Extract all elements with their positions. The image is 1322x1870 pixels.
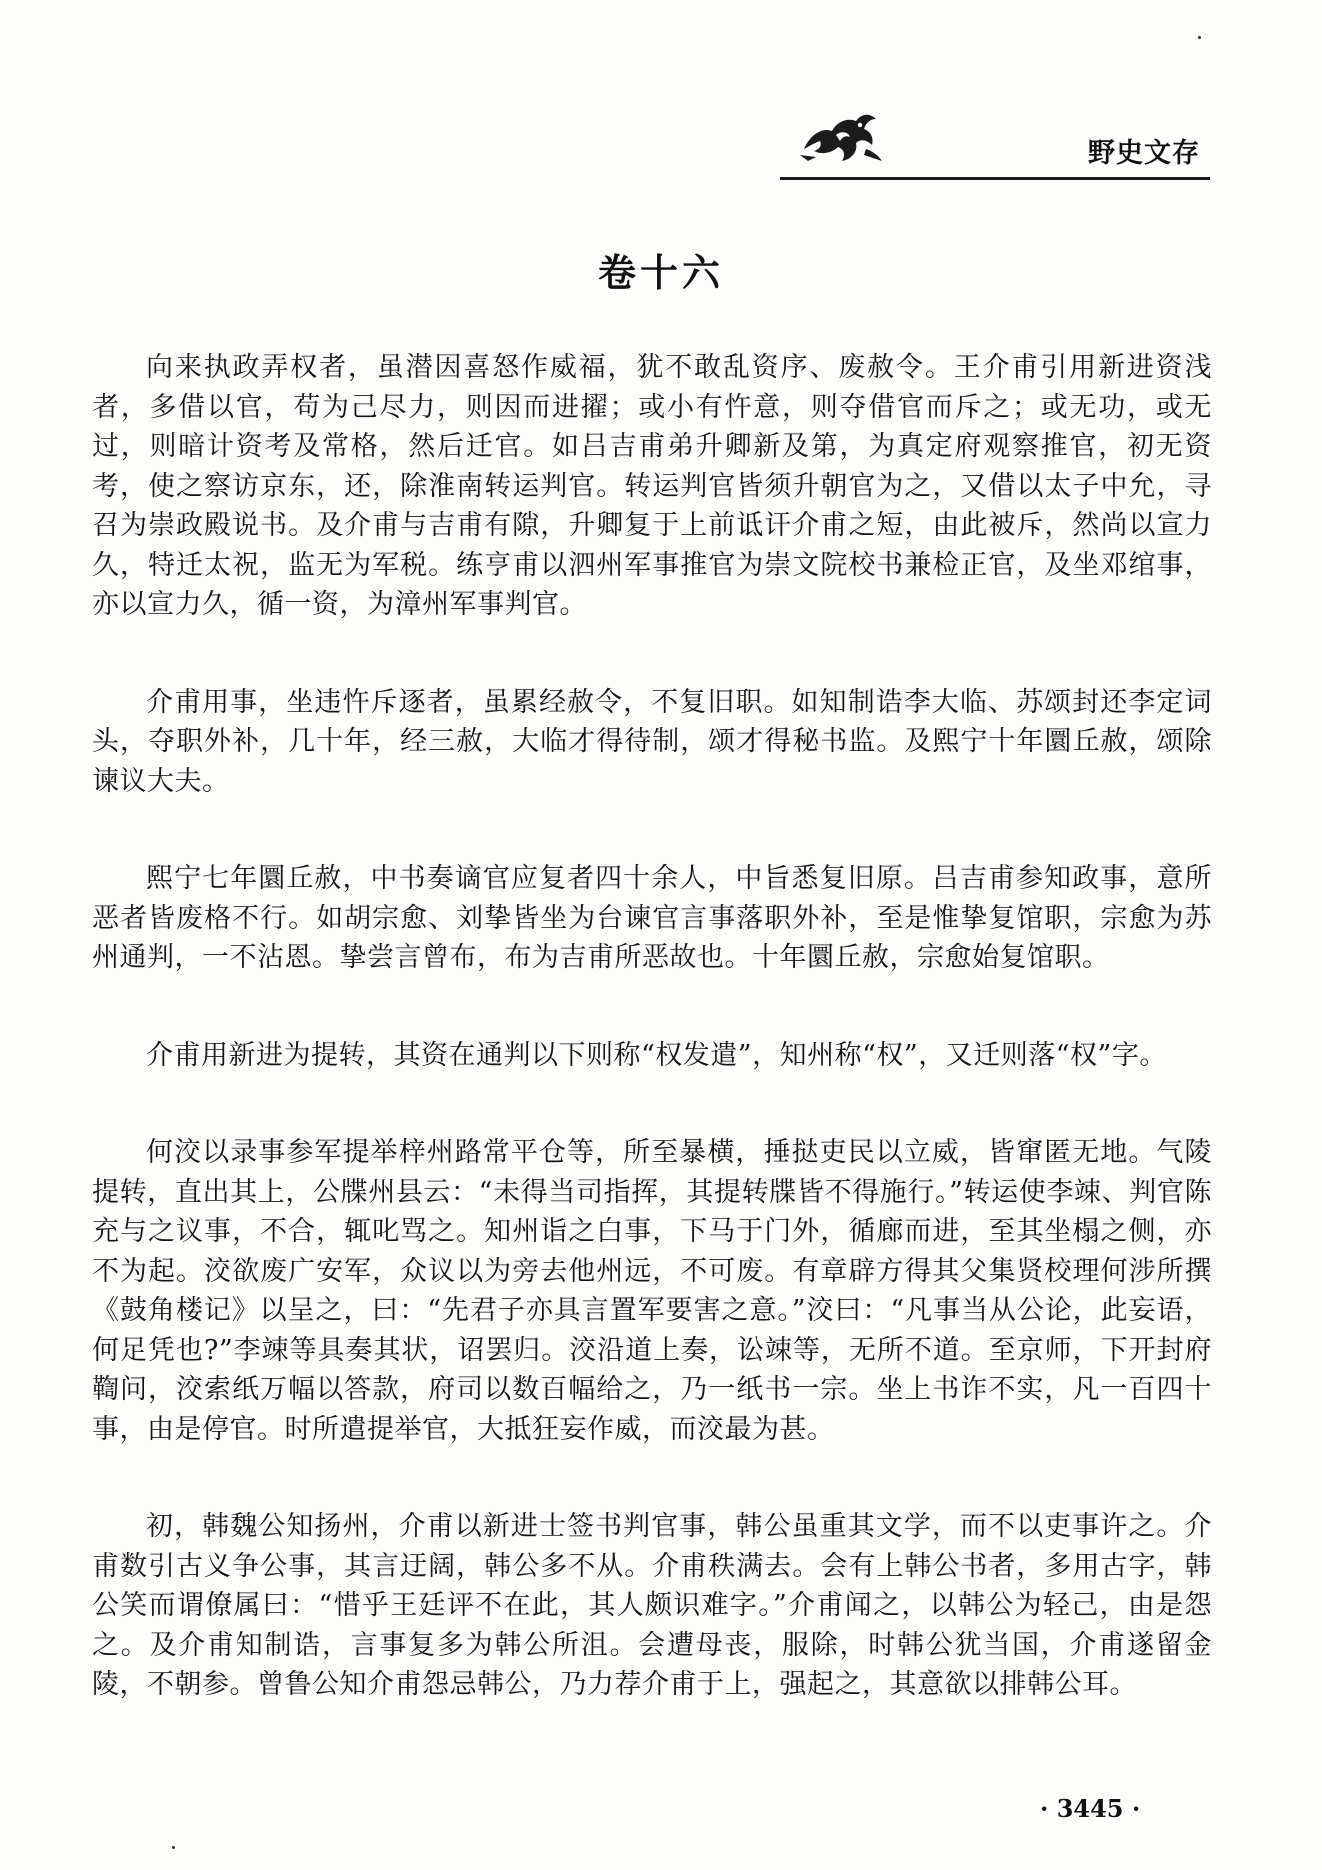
body-text: [92, 348, 1212, 1763]
paragraph: 初，韩魏公知扬州，介甫以新进士签书判官事，韩公虽重其文学，而不以吏事许之。介甫数引古义争公事，其言迂阔，韩公多不从。介甫秩满去。会有上韩公书者，多用古字，韩公笑而谓僚属曰：“惜乎王廷评不在此，其人颇识难字。”介甫闻之，以韩公为轻己，由是怨之。及介甫知制诰，言事复多为韩公所沮。会遭母丧，服除，时韩公犹当国，介甫遂留金陵，不朝参。曾鲁公知介甫怨忌韩公，乃力荐介甫于上，强起之，其意欲以排韩公耳。: [92, 1511, 1212, 1700]
paragraph: 何洨以录事参军提举梓州路常平仓等，所至暴横，捶挞吏民以立威，皆窜匿无地。气陵提转，直出其上，公牒州县云：“未得当司指挥，其提转牒皆不得施行。”转运使李竦、判官陈充与之议事，不合，辄叱骂之。知州诣之白事，下马于门外，循廊而进，至其坐榻之侧，亦不为起。洨欲废广安军，众议以为旁去他州远，不可废。有章辟方得其父集贤校理何涉所撰《鼓角楼记》以呈之，曰：“先君子亦具言置军要害之意。”洨曰：“凡事当从公论，此妄语，何足凭也?”李竦等具奏其状，诏罢归。洨沿道上奏，讼竦等，无所不道。至京师，下开封府鞫问，洨索纸万幅以答款，府司以数百幅给之，乃一纸书一宗。坐上书诈不实，凡一百四十事，由是停官。时所遣提举官，大抵狂妄作威，而洨最为甚。: [92, 1137, 1212, 1445]
running-header: [780, 105, 1210, 183]
scan-speck: [172, 1846, 175, 1849]
page-number: · 3445 ·: [1040, 1794, 1141, 1823]
paragraph: 介甫用事，坐违忤斥逐者，虽累经赦令，不复旧职。如知制诰李大临、苏颂封还李定词头，夺职外补，几十年，经三赦，大临才得待制，颂才得秘书监。及熙宁十年圜丘赦，颂除谏议大夫。: [92, 686, 1212, 797]
scan-speck: [1198, 36, 1201, 39]
paragraph: 向来执政弄权者，虽潜因喜怒作威福，犹不敢乱资序、废赦令。王介甫引用新进资浅者，多借以官，苟为己尽力，则因而进擢；或小有忤意，则夺借官而斥之；或无功，或无过，则暗计资考及常格，然后迁官。如吕吉甫弟升卿新及第，为真定府观察推官，初无资考，使之察访京东，还，除淮南转运判官。转运判官皆须升朝官为之，又借以太子中允，寻召为崇政殿说书。及介甫与吉甫有隙，升卿复于上前诋讦介甫之短，由此被斥，然尚以宣力久，特迁太祝，监无为军税。练亨甫以泗州军事推官为崇文院校书兼检正官，及坐邓绾事，亦以宣力久，循一资，为漳州军事判官。: [92, 352, 1212, 620]
paragraph: 熙宁七年圜丘赦，中书奏谪官应复者四十余人，中旨悉复旧原。吕吉甫参知政事，意所恶者皆废格不行。如胡宗愈、刘挚皆坐为台谏官言事落职外补，至是惟挚复馆职，宗愈为苏州通判，一不沾恩。挚尝言曾布，布为吉甫所恶故也。十年圜丘赦，宗愈始复馆职。: [92, 863, 1212, 973]
header-rule: [780, 177, 1210, 180]
chapter-title: 卷十六: [597, 251, 724, 295]
paragraph: 介甫用新进为提转，其资在通判以下则称“权发遣”，知州称“权”，又迁则落“权”字。: [146, 1039, 1167, 1071]
dragon-icon: [796, 105, 886, 169]
header-title: 野史文存: [1088, 138, 1200, 169]
